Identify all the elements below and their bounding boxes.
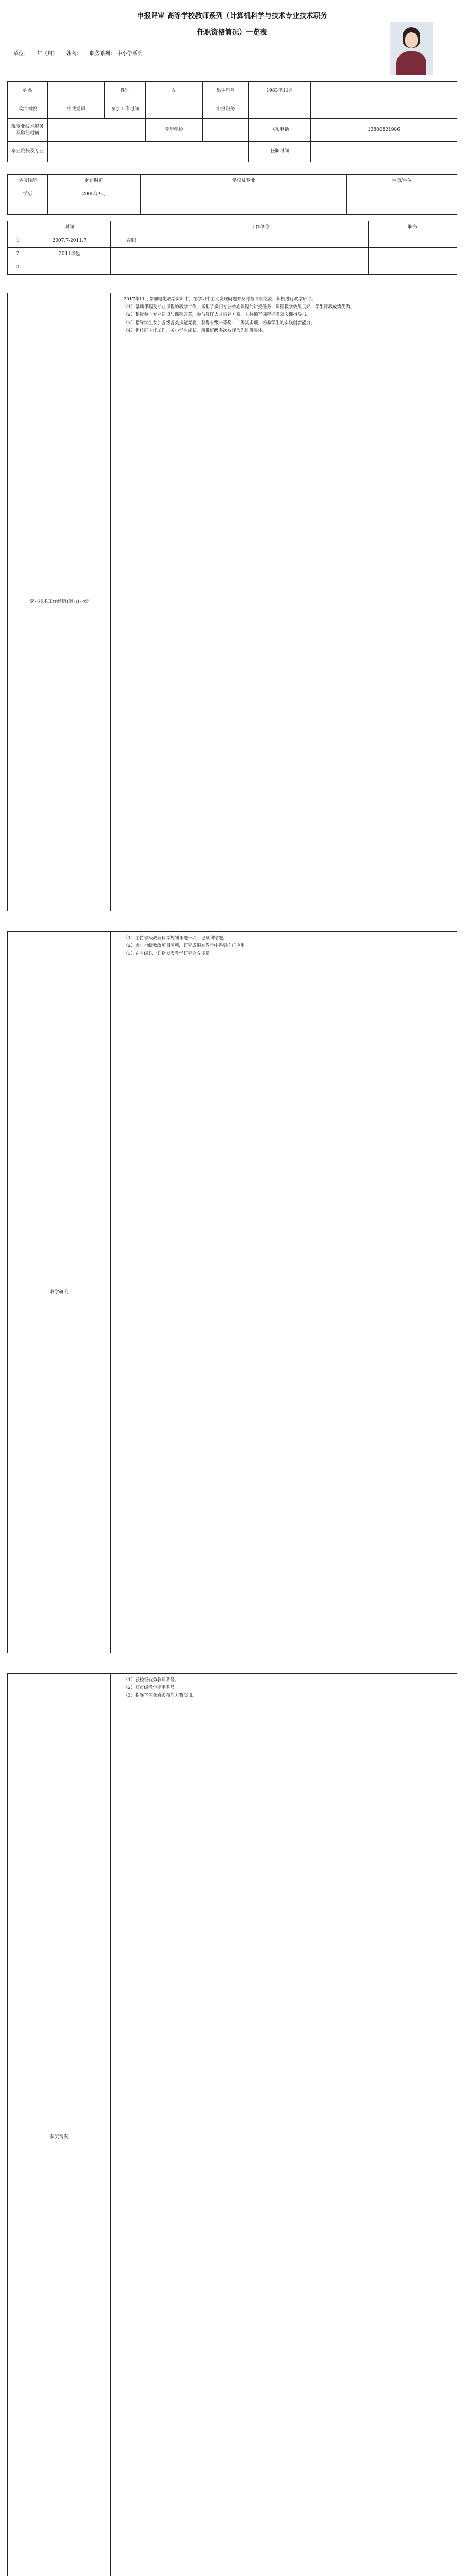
applicant-photo [390, 22, 433, 75]
performance-section [7, 293, 457, 911]
party-value: 中共党员 [48, 100, 105, 119]
work-cell [369, 261, 457, 275]
awards-paragraph: （3）指导学生获省级技能大赛奖项。 [124, 1693, 197, 1699]
performance-paragraph: （2）积极参与专业建设与课程改革，参与修订人才培养方案，主持编写课程标准及实训指导书。 [124, 312, 311, 318]
meta-sequence-value: 中小学系列 [117, 51, 143, 57]
graduate-label: 毕业院校及专业 [8, 142, 48, 162]
edu-cell: 2005年9月 [48, 188, 141, 201]
awards-section [7, 1673, 457, 2576]
time-value [311, 142, 457, 162]
gender-value: 女 [146, 82, 203, 100]
work-header: 职务 [369, 221, 457, 234]
edu-cell: 学历 [8, 188, 48, 201]
edu-header: 学校及专业 [141, 175, 347, 188]
work-cell: 2 [8, 248, 28, 261]
workdate-label: 参加工作时间 [105, 100, 146, 119]
phone-label: 联系电话 [249, 119, 311, 142]
time-label: 任职时间 [249, 142, 311, 162]
party-label: 政治面貌 [8, 100, 48, 119]
birth-label: 出生年月 [203, 82, 249, 100]
work-cell: 3 [8, 261, 28, 275]
awards-label: 获奖情况 [8, 1674, 111, 2576]
work-header: 工作单位 [152, 221, 369, 234]
workdate-value [146, 100, 203, 119]
photo-face [405, 32, 418, 48]
awards-paragraph: （2）获市级教学能手称号。 [124, 1685, 179, 1691]
graduate-value [48, 142, 249, 162]
work-cell [111, 248, 152, 261]
meta-sequence-label: 职务系列： [89, 51, 115, 57]
current-title-value [48, 119, 146, 142]
awards-paragraph: （1）获校级优秀教师称号。 [124, 1677, 179, 1683]
name-value [48, 82, 105, 100]
work-cell [152, 248, 369, 261]
edu-cell [347, 201, 457, 215]
photo-cell [311, 82, 457, 119]
performance-text [111, 293, 457, 911]
education-table [7, 174, 457, 215]
work-cell [111, 261, 152, 275]
work-table [7, 221, 457, 275]
photo-body [396, 51, 426, 75]
performance-paragraph: （1）基础课程及专业课程的教学工作，承担了多门专业核心课程的讲授任务，课程教学效果良好，学生评教成绩优秀。 [124, 304, 355, 310]
performance-paragraph: （3）指导学生参加各级各类技能竞赛，获得省级一等奖、二等奖多项，培养学生的实践创新能力。 [124, 320, 315, 326]
current-title-label: 现专业技术职务及聘任时间 [8, 119, 48, 142]
research-text [111, 932, 457, 1653]
apply-title-value [249, 100, 311, 119]
performance-label: 专业技术工作经历(能力)业绩 [8, 293, 111, 911]
meta-unit-label: 单位： [13, 51, 29, 57]
work-header [111, 221, 152, 234]
education-label: 学历学位 [146, 119, 203, 142]
work-cell [152, 234, 369, 248]
work-cell: 在职 [111, 234, 152, 248]
work-cell: 2007.7-2011.7 [28, 234, 111, 248]
edu-header: 学习经历 [8, 175, 48, 188]
edu-cell [141, 188, 347, 201]
work-header: 时间 [28, 221, 111, 234]
research-paragraph: （3）在省级以上刊物发表教学研究论文多篇。 [124, 951, 214, 957]
name-label: 姓名 [8, 82, 48, 100]
work-cell: 2011年起 [28, 248, 111, 261]
work-cell [369, 248, 457, 261]
edu-header: 学历/学位 [347, 175, 457, 188]
performance-paragraph: 2017年11月参加电化教学实训中，在学习中主动发现问题并及时与同事交流，积极进行教学研讨。 [124, 297, 316, 302]
research-section [7, 931, 457, 1653]
apply-title-label: 申报职务 [203, 100, 249, 119]
document-sheet [7, 4, 457, 2140]
edu-cell [347, 188, 457, 201]
work-cell: 1 [8, 234, 28, 248]
gender-label: 性别 [105, 82, 146, 100]
awards-text [111, 1674, 457, 2576]
birth-value: 1983年11月 [249, 82, 311, 100]
research-label: 教学研究 [8, 932, 111, 1653]
phone-value: 13808821986 [311, 119, 457, 142]
edu-header: 起止时间 [48, 175, 141, 188]
document-subtitle: 任职资格简况）一览表 [197, 28, 267, 37]
document-title: 申报评审 高等学校教师系列（计算机科学与技术专业技术职务 [137, 12, 327, 20]
meta-year-label: 年（月） [37, 51, 58, 57]
edu-cell [48, 201, 141, 215]
research-paragraph: （1）主持省级教育科学规划课题一项，已顺利结题。 [124, 936, 227, 941]
work-cell [369, 234, 457, 248]
education-value [203, 119, 249, 142]
edu-cell [141, 201, 347, 215]
work-header [8, 221, 28, 234]
basic-info-table [7, 81, 457, 162]
performance-paragraph: （4）担任班主任工作，关心学生成长，所带班级多次被评为先进班集体。 [124, 328, 267, 333]
work-cell [152, 261, 369, 275]
meta-applicant-label: 姓名： [65, 51, 81, 57]
work-cell [28, 261, 111, 275]
research-paragraph: （2）参与市级教改项目两项，研究成果在教学中得到推广应用。 [124, 943, 250, 949]
edu-cell [8, 201, 48, 215]
